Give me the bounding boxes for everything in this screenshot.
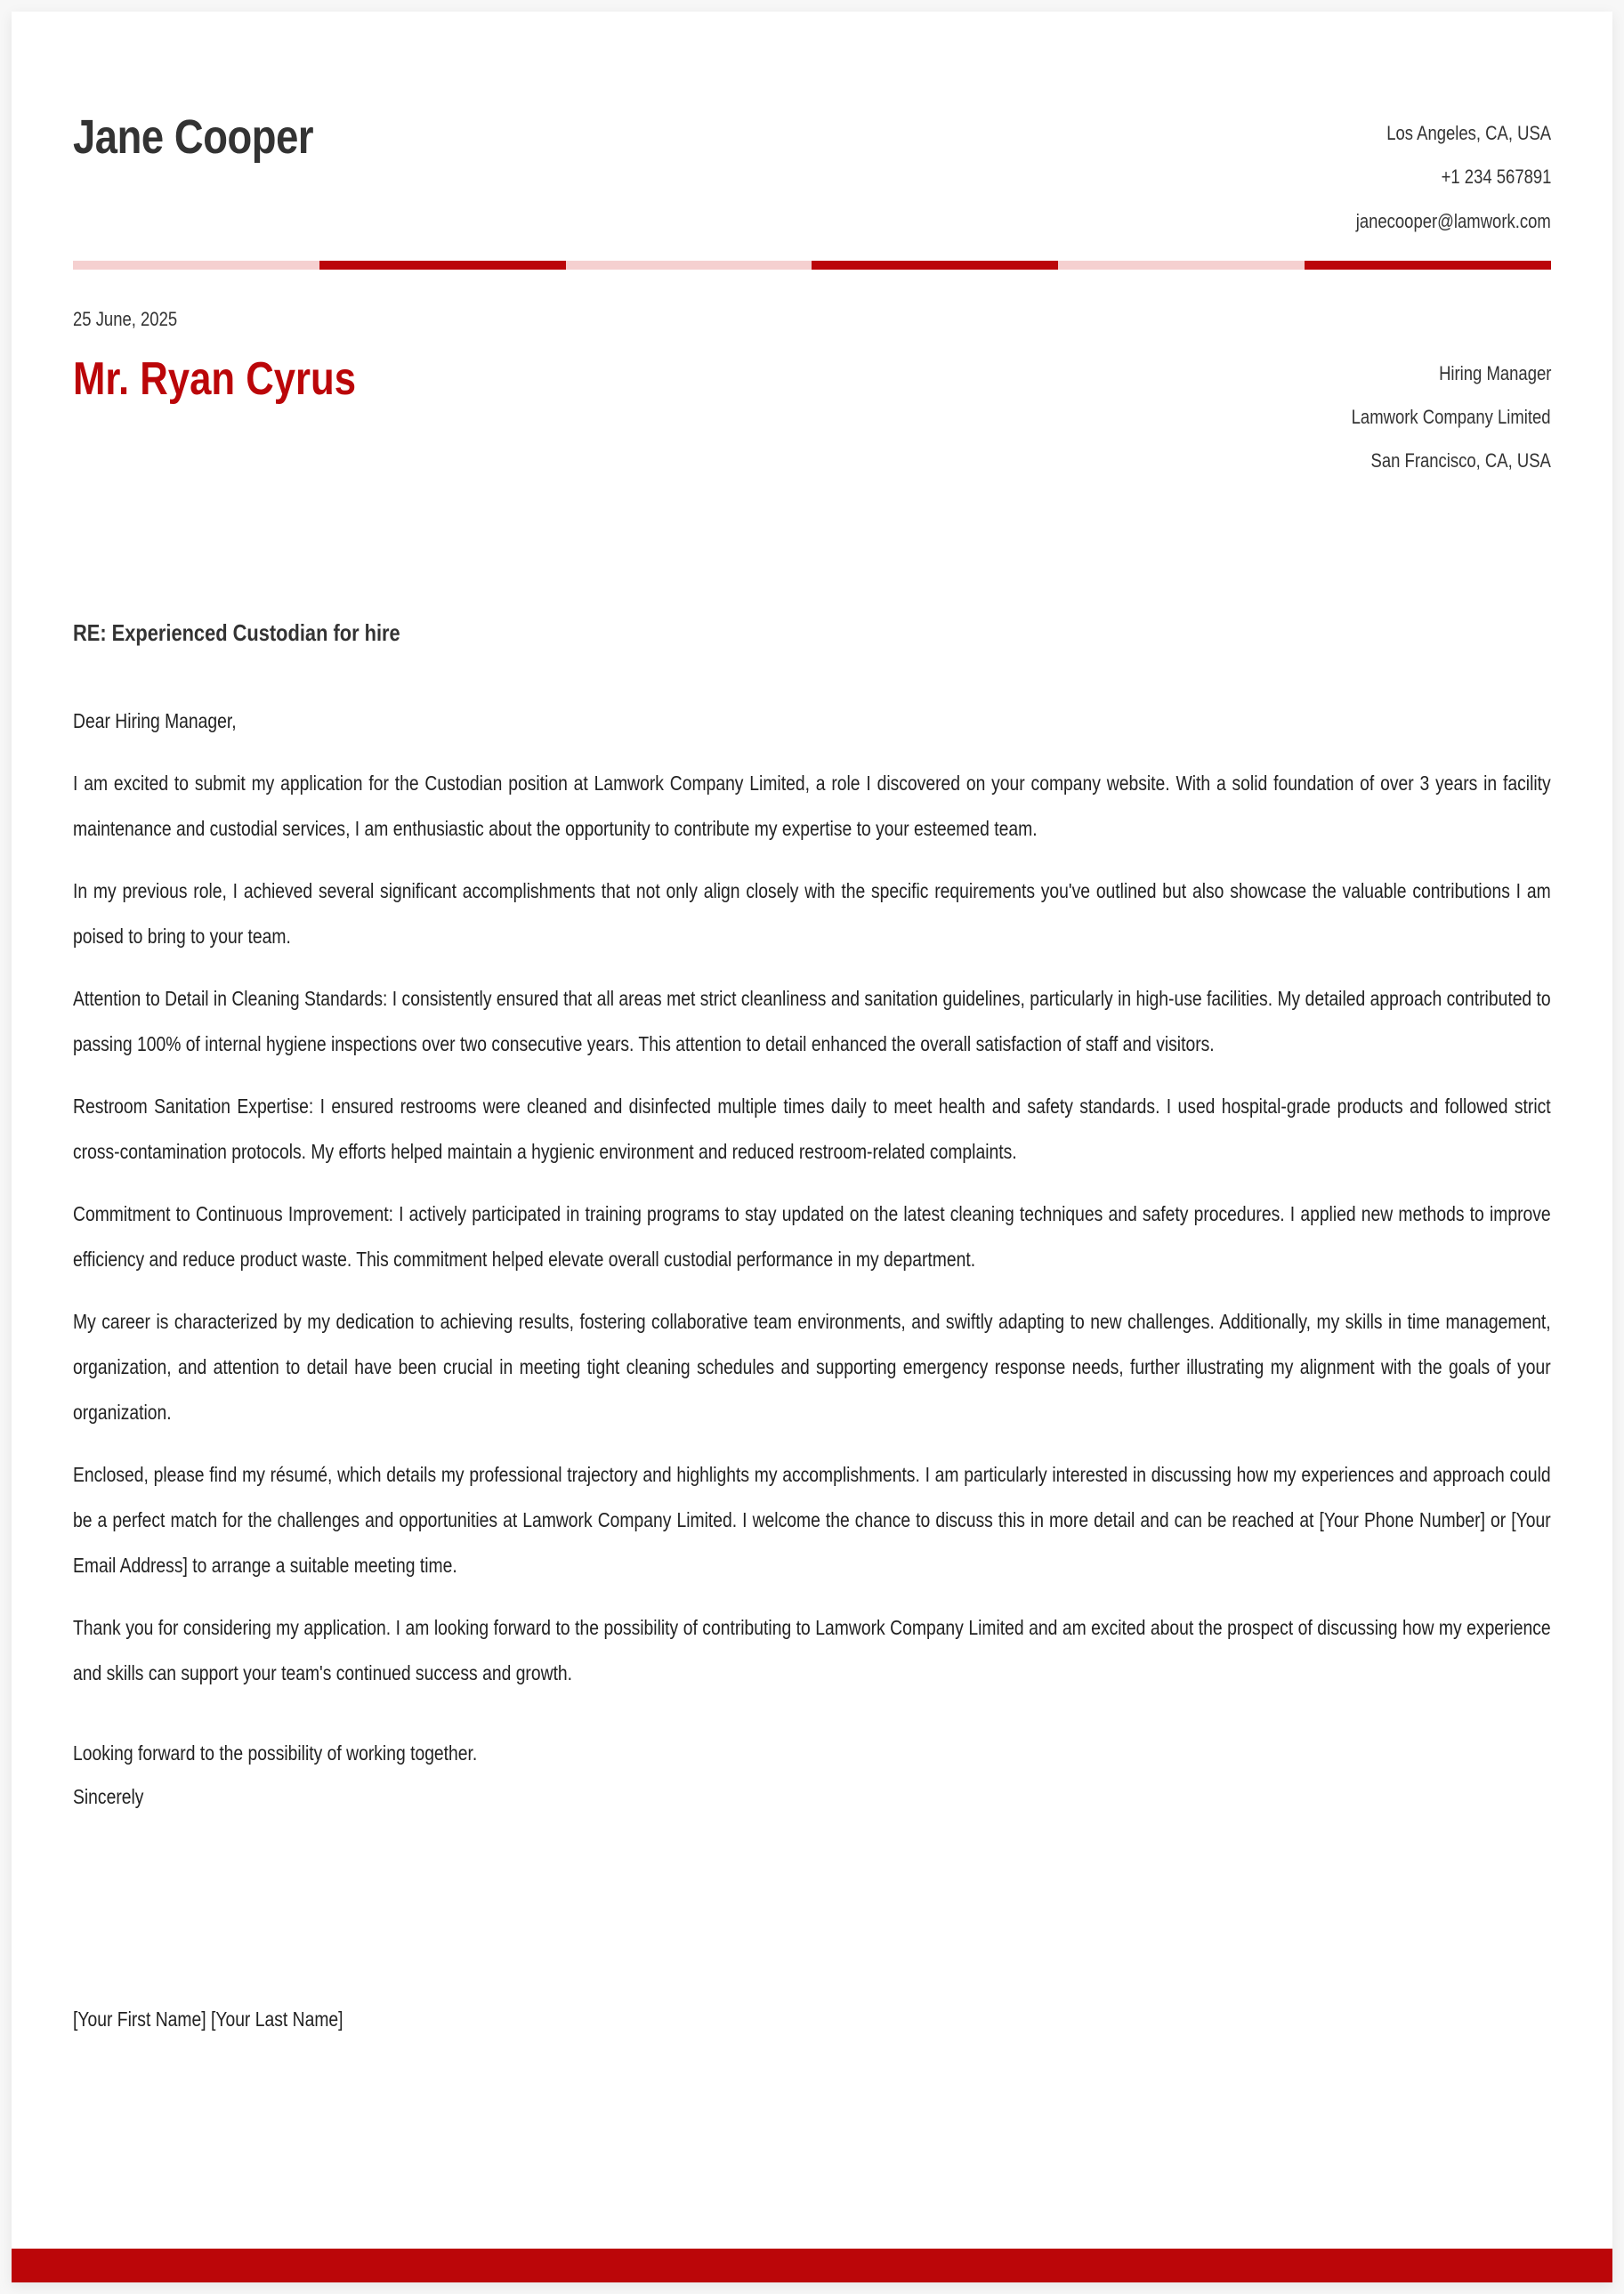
sender-email: janecooper@lamwork.com [1355,210,1551,232]
letter-body [73,699,1551,2041]
sender-name: Jane Cooper [73,110,314,164]
subject-line: RE: Experienced Custodian for hire [73,619,400,646]
letter-date: 25 June, 2025 [73,308,178,330]
recipient-name: Mr. Ryan Cyrus [73,353,357,405]
paragraph: Commitment to Continuous Improvement: I actively participated in training programs to stay updated on the latest cleaning techniques and safety procedures. I applied new methods to improve efficiency and reduce product waste. This commitment helped elevate overall custodial performance in my department. [73,1202,1551,1271]
cover-letter-page [12,12,1612,2282]
recipient-title: Hiring Manager [1438,362,1551,384]
salutation: Dear Hiring Manager, [73,709,237,732]
paragraph: Restroom Sanitation Expertise: I ensured restrooms were cleaned and disinfected multiple times daily to meet health and safety standards. I used hospital-grade products and followed strict cross-contamination protocols. My efforts helped maintain a hygienic environment and reduced restroom-related complaints. [73,1094,1551,1163]
decorative-stripe [73,261,1551,270]
sender-phone: +1 234 567891 [1441,166,1551,188]
paragraph: My career is characterized by my dedication to achieving results, fostering collaborative team environments, and swiftly adapting to new challenges. Additionally, my skills in time management, organization, and attention to detail have been crucial in meeting tight cleaning schedules and supporting emergency response needs, further illustrating my alignment with the goals of your organization. [73,1310,1551,1424]
footer-band [12,2249,1612,2282]
paragraph: I am excited to submit my application for the Custodian position at Lamwork Company Limited, a role I discovered on your company website. With a solid foundation of over 3 years in facility maintenance and custodial services, I am enthusiastic about the opportunity to contribute my expertise to your esteemed team. [73,771,1551,840]
paragraph: Enclosed, please find my résumé, which details my professional trajectory and highlights my accomplishments. I am particularly interested in discussing how my experiences and approach could be a perfect match for the challenges and opportunities at Lamwork Company Limited. I welcome the chance to discuss this in more detail and can be reached at [Your Phone Number] or [Your Email Address] to arrange a suitable meeting time. [73,1463,1551,1577]
closing [73,1732,1551,1819]
closing-line: Looking forward to the possibility of working together. [73,1741,478,1765]
signoff: Sincerely [73,1785,144,1808]
recipient-company: Lamwork Company Limited [1352,406,1551,428]
sender-location: Los Angeles, CA, USA [1386,122,1551,144]
signature-name: [Your First Name] [Your Last Name] [73,2007,343,2031]
paragraph: Attention to Detail in Cleaning Standards: I consistently ensured that all areas met strict cleanliness and sanitation guidelines, particularly in high-use facilities. My detailed approach contributed to passing 100% of internal hygiene inspections over two consecutive years. This attention to detail enhanced the overall satisfaction of staff and visitors. [73,987,1551,1055]
paragraph: Thank you for considering my application. I am looking forward to the possibility of contributing to Lamwork Company Limited and am excited about the prospect of discussing how my experience and skills can support your team's continued success and growth. [73,1616,1551,1684]
recipient-location: San Francisco, CA, USA [1370,449,1551,472]
paragraph: In my previous role, I achieved several significant accomplishments that not only align closely with the specific requirements you've outlined but also showcase the valuable contributions I am poised to bring to your team. [73,879,1551,948]
